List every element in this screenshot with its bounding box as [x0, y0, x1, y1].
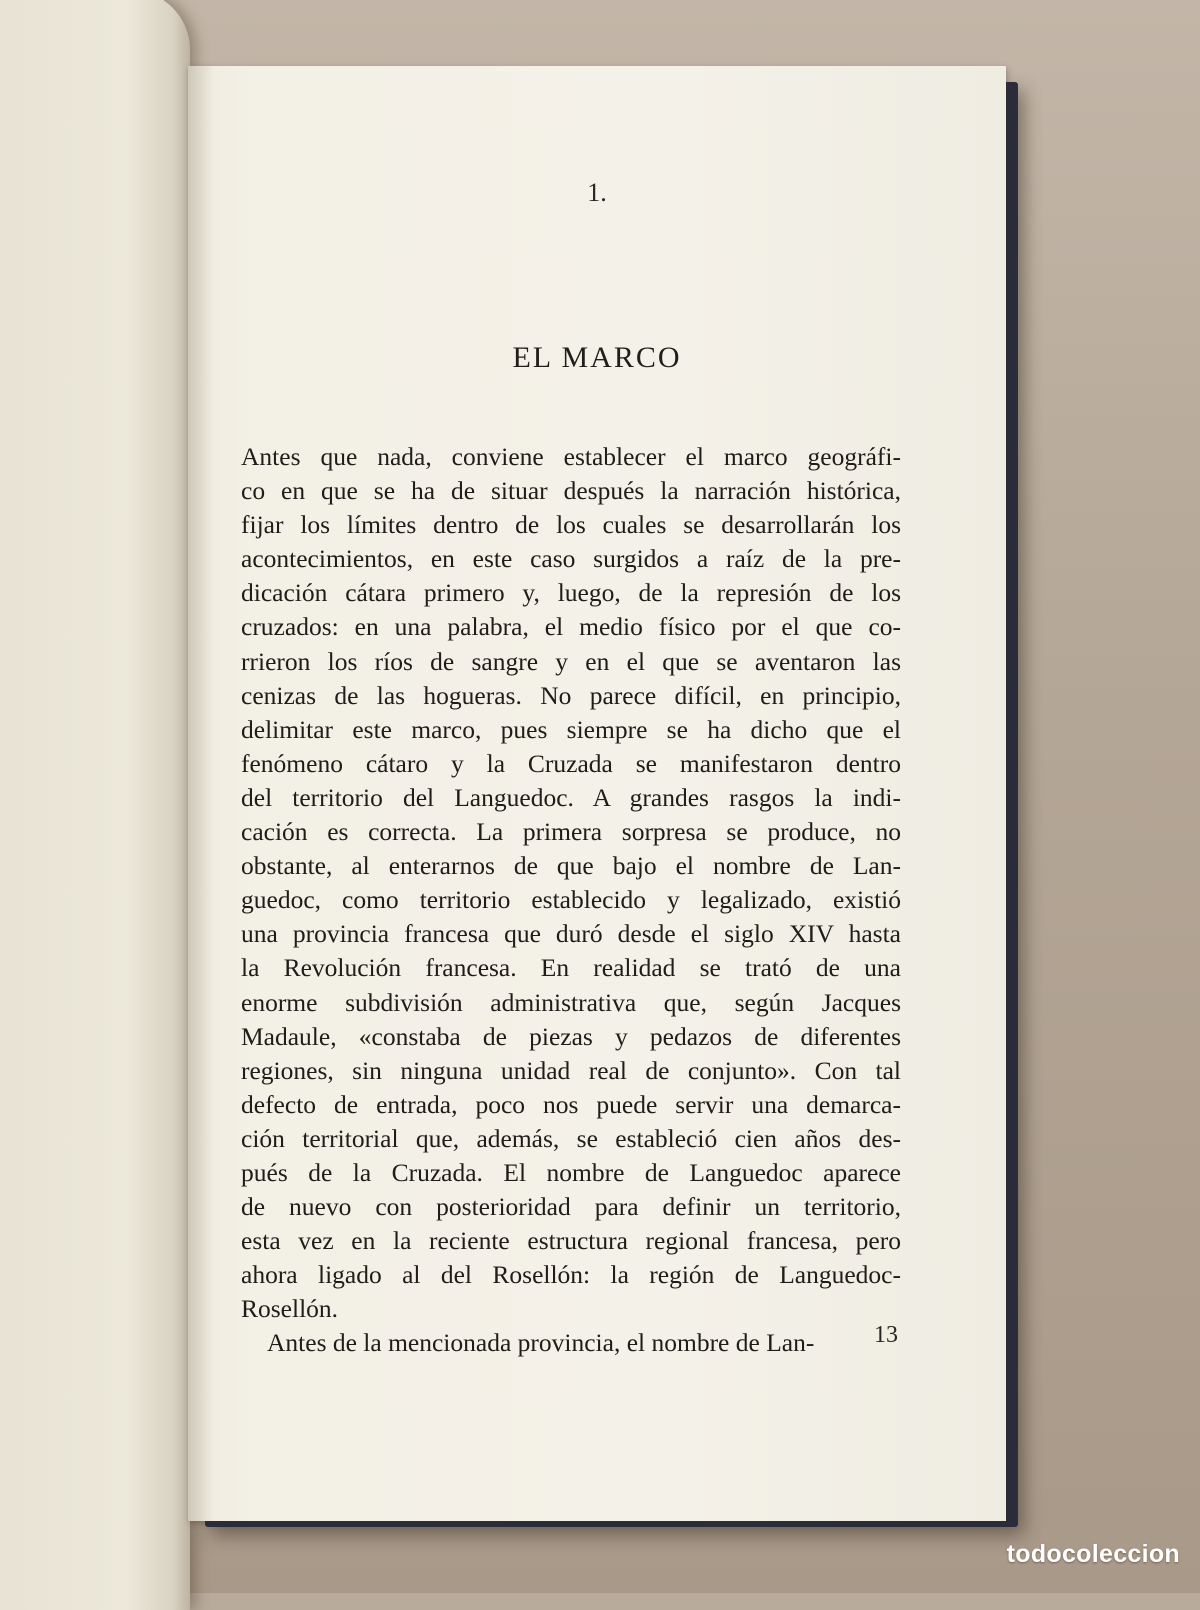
- text-line: la Revolución francesa. En realidad se trató de una: [241, 953, 901, 983]
- body-text: [241, 440, 901, 1361]
- text-line: defecto de entrada, poco nos puede servir una demarca-: [241, 1089, 901, 1119]
- text-line: guedoc, como territorio establecido y legalizado, existió: [241, 885, 901, 915]
- text-line: ahora ligado al del Rosellón: la región de Languedoc-: [241, 1260, 901, 1290]
- text-line: ción territorial que, además, se estableció cien años des-: [241, 1123, 901, 1153]
- text-line: una provincia francesa que duró desde el siglo XIV hasta: [241, 919, 901, 949]
- book-page: [188, 66, 1006, 1521]
- chapter-title: EL MARCO: [512, 341, 682, 374]
- text-line: pués de la Cruzada. El nombre de Languedoc aparece: [241, 1157, 901, 1187]
- text-line: rrieron los ríos de sangre y en el que se aventaron las: [241, 646, 901, 676]
- text-line: esta vez en la reciente estructura regional francesa, pero: [241, 1226, 901, 1256]
- text-line: fenómeno cátaro y la Cruzada se manifestaron dentro: [241, 748, 901, 778]
- text-line: acontecimientos, en este caso surgidos a raíz de la pre-: [241, 544, 901, 574]
- page-number: 13: [874, 1322, 898, 1348]
- text-line: Madaule, «constaba de piezas y pedazos de diferentes: [241, 1021, 901, 1051]
- text-line: regiones, sin ninguna unidad real de conjunto». Con tal: [241, 1055, 901, 1085]
- text-line: cruzados: en una palabra, el medio físico por el que co-: [241, 612, 901, 642]
- text-line: co en que se ha de situar después la narración histórica,: [241, 476, 901, 506]
- text-line: enorme subdivisión administrativa que, según Jacques: [241, 987, 901, 1017]
- text-line: cación es correcta. La primera sorpresa se produce, no: [241, 817, 901, 847]
- text-line: dicación cátara primero y, luego, de la represión de los: [241, 578, 901, 608]
- text-line: del territorio del Languedoc. A grandes rasgos la indi-: [241, 782, 901, 812]
- text-line: Antes que nada, conviene establecer el marco geográfi-: [241, 442, 901, 471]
- text-line: Antes de la mencionada provincia, el nombre de Lan-: [267, 1328, 815, 1358]
- chapter-number: 1.: [587, 178, 607, 207]
- text-line: de nuevo con posterioridad para definir un territorio,: [241, 1192, 901, 1222]
- text-line: fijar los límites dentro de los cuales se desarrollarán los: [241, 510, 901, 540]
- left-page-edge: [0, 0, 190, 1610]
- text-line: cenizas de las hogueras. No parece difícil, en principio,: [241, 680, 901, 710]
- text-line: delimitar este marco, pues siempre se ha dicho que el: [241, 714, 901, 744]
- watermark-logo: todocoleccion: [1006, 1540, 1180, 1568]
- text-line: obstante, al enterarnos de que bajo el nombre de Lan-: [241, 851, 901, 881]
- text-line: Rosellón.: [241, 1294, 339, 1324]
